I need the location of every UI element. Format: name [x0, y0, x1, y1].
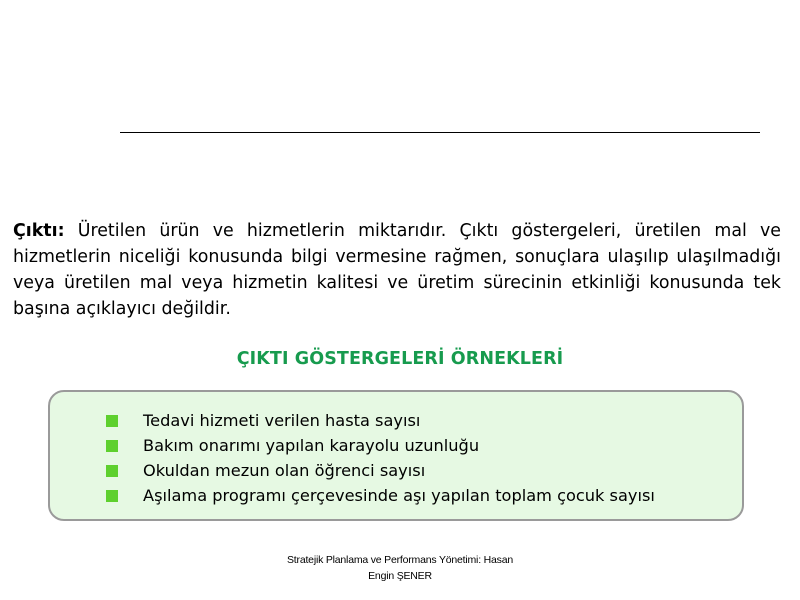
- square-bullet-icon: [106, 465, 118, 477]
- list-item: [106, 458, 655, 483]
- list-item: [106, 433, 655, 458]
- list-item-label: Bakım onarımı yapılan karayolu uzunluğu: [143, 436, 480, 455]
- examples-box: [48, 390, 744, 521]
- header-divider: [120, 132, 760, 133]
- definition-paragraph: [13, 218, 781, 322]
- list-item-label: Okuldan mezun olan öğrenci sayısı: [143, 461, 426, 480]
- footer-line-1: Stratejik Planlama ve Performans Yönetimi: Hasan: [287, 554, 513, 566]
- square-bullet-icon: [106, 440, 118, 452]
- footer: [0, 552, 800, 584]
- examples-title: ÇIKTI GÖSTERGELERİ ÖRNEKLERİ: [236, 349, 564, 369]
- definition-term: Çıktı:: [13, 221, 65, 241]
- list-item-label: Tedavi hizmeti verilen hasta sayısı: [143, 411, 421, 430]
- list-item-label: Aşılama programı çerçevesinde aşı yapılan toplam çocuk sayısı: [143, 486, 655, 505]
- list-item: [106, 483, 655, 508]
- list-item: [106, 408, 655, 433]
- definition-text: Üretilen ürün ve hizmetlerin miktarıdır. Çıktı göstergeleri, üretilen mal ve hizmetlerin niceliği konusunda bilgi vermesine rağmen, sonuçlara ulaşılıp ulaşılmadığı veya üretilen mal veya hizmetin kalitesi ve üretim sürecinin etkinliği konusunda tek başına açıklayıcı değildir.: [13, 221, 781, 319]
- square-bullet-icon: [106, 415, 118, 427]
- footer-line-2: Engin ŞENER: [368, 570, 432, 582]
- square-bullet-icon: [106, 490, 118, 502]
- examples-list: [106, 408, 655, 508]
